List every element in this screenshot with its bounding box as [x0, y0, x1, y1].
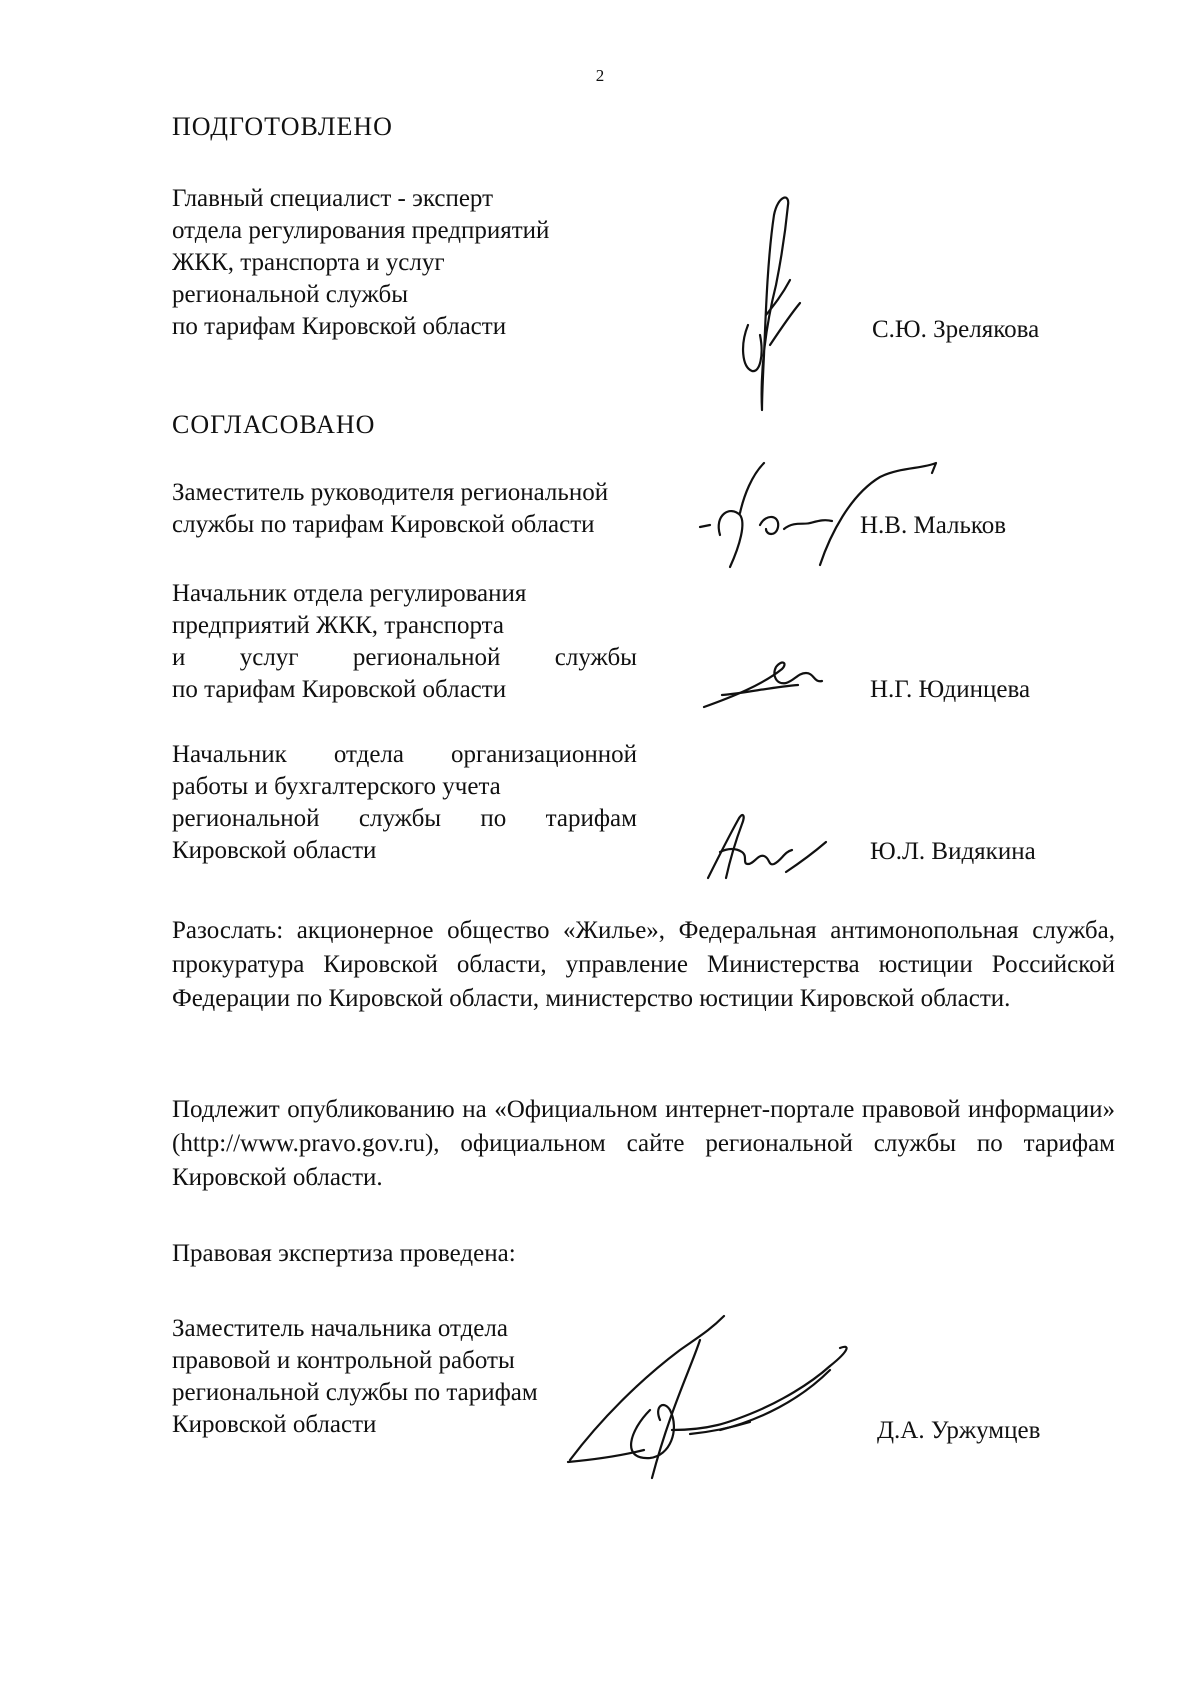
- prepared-heading: ПОДГОТОВЛЕНО: [172, 112, 393, 141]
- position-line: по тарифам Кировской области: [172, 313, 507, 340]
- position-line: региональной службы по тарифам: [172, 805, 637, 832]
- position-line: региональной службы по тарифам: [172, 1379, 538, 1406]
- position-line: отдела регулирования предприятий: [172, 217, 550, 244]
- signatory-position: [172, 477, 672, 541]
- position-line: по тарифам Кировской области: [172, 676, 507, 703]
- position-line: Начальник отдела регулирования: [172, 580, 527, 607]
- signatory-name: Ю.Л. Видякина: [870, 838, 1036, 865]
- signatory-name: Н.В. Мальков: [860, 512, 1007, 539]
- position-line: региональной службы: [172, 281, 409, 308]
- prepared-position: [172, 183, 642, 343]
- position-line: ЖКК, транспорта и услуг: [172, 249, 445, 276]
- signatory-name: С.Ю. Зрелякова: [872, 316, 1040, 343]
- signatory-name: Д.А. Уржумцев: [877, 1417, 1041, 1444]
- position-line: Заместитель начальника отдела: [172, 1315, 508, 1342]
- publication-paragraph: Подлежит опубликованию на «Официальном интернет-портале правовой информации» (http://www.pravo.gov.ru), официальном сайте региональной службы по тарифам Кировской области.: [172, 1096, 1115, 1191]
- signature-yudintseva: [702, 655, 832, 715]
- distribution-paragraph: Разослать: акционерное общество «Жилье», Федеральная антимонопольная служба, прокуратура Кировской области, управление Министерства юстиции Российской Федерации по Кировской области, министерство юстиции Кировской области.: [172, 917, 1115, 1012]
- position-line: Главный специалист - эксперт: [172, 185, 494, 212]
- page-number: 2: [595, 66, 605, 85]
- signature-zrelyakova: [730, 195, 820, 415]
- position-line: правовой и контрольной работы: [172, 1347, 515, 1374]
- position-line: Заместитель руководителя региональной: [172, 479, 609, 506]
- signatory-position: [172, 739, 637, 867]
- position-line: Кировской области: [172, 1411, 377, 1438]
- signatory-name: Н.Г. Юдинцева: [870, 676, 1031, 703]
- position-line: предприятий ЖКК, транспорта: [172, 612, 504, 639]
- signature-vidyakina: [702, 808, 832, 883]
- position-line: работы и бухгалтерского учета: [172, 773, 501, 800]
- signature-urzhumtsev: [560, 1310, 900, 1480]
- position-line: и услуг региональной службы: [172, 644, 637, 671]
- legal-review-position: [172, 1313, 592, 1441]
- position-line: Кировской области: [172, 837, 377, 864]
- legal-review-heading: Правовая экспертиза проведена:: [172, 1240, 516, 1267]
- agreed-heading: СОГЛАСОВАНО: [172, 410, 376, 439]
- position-line: Начальник отдела организационной: [172, 741, 637, 768]
- position-line: службы по тарифам Кировской области: [172, 511, 595, 538]
- signatory-position: [172, 578, 637, 706]
